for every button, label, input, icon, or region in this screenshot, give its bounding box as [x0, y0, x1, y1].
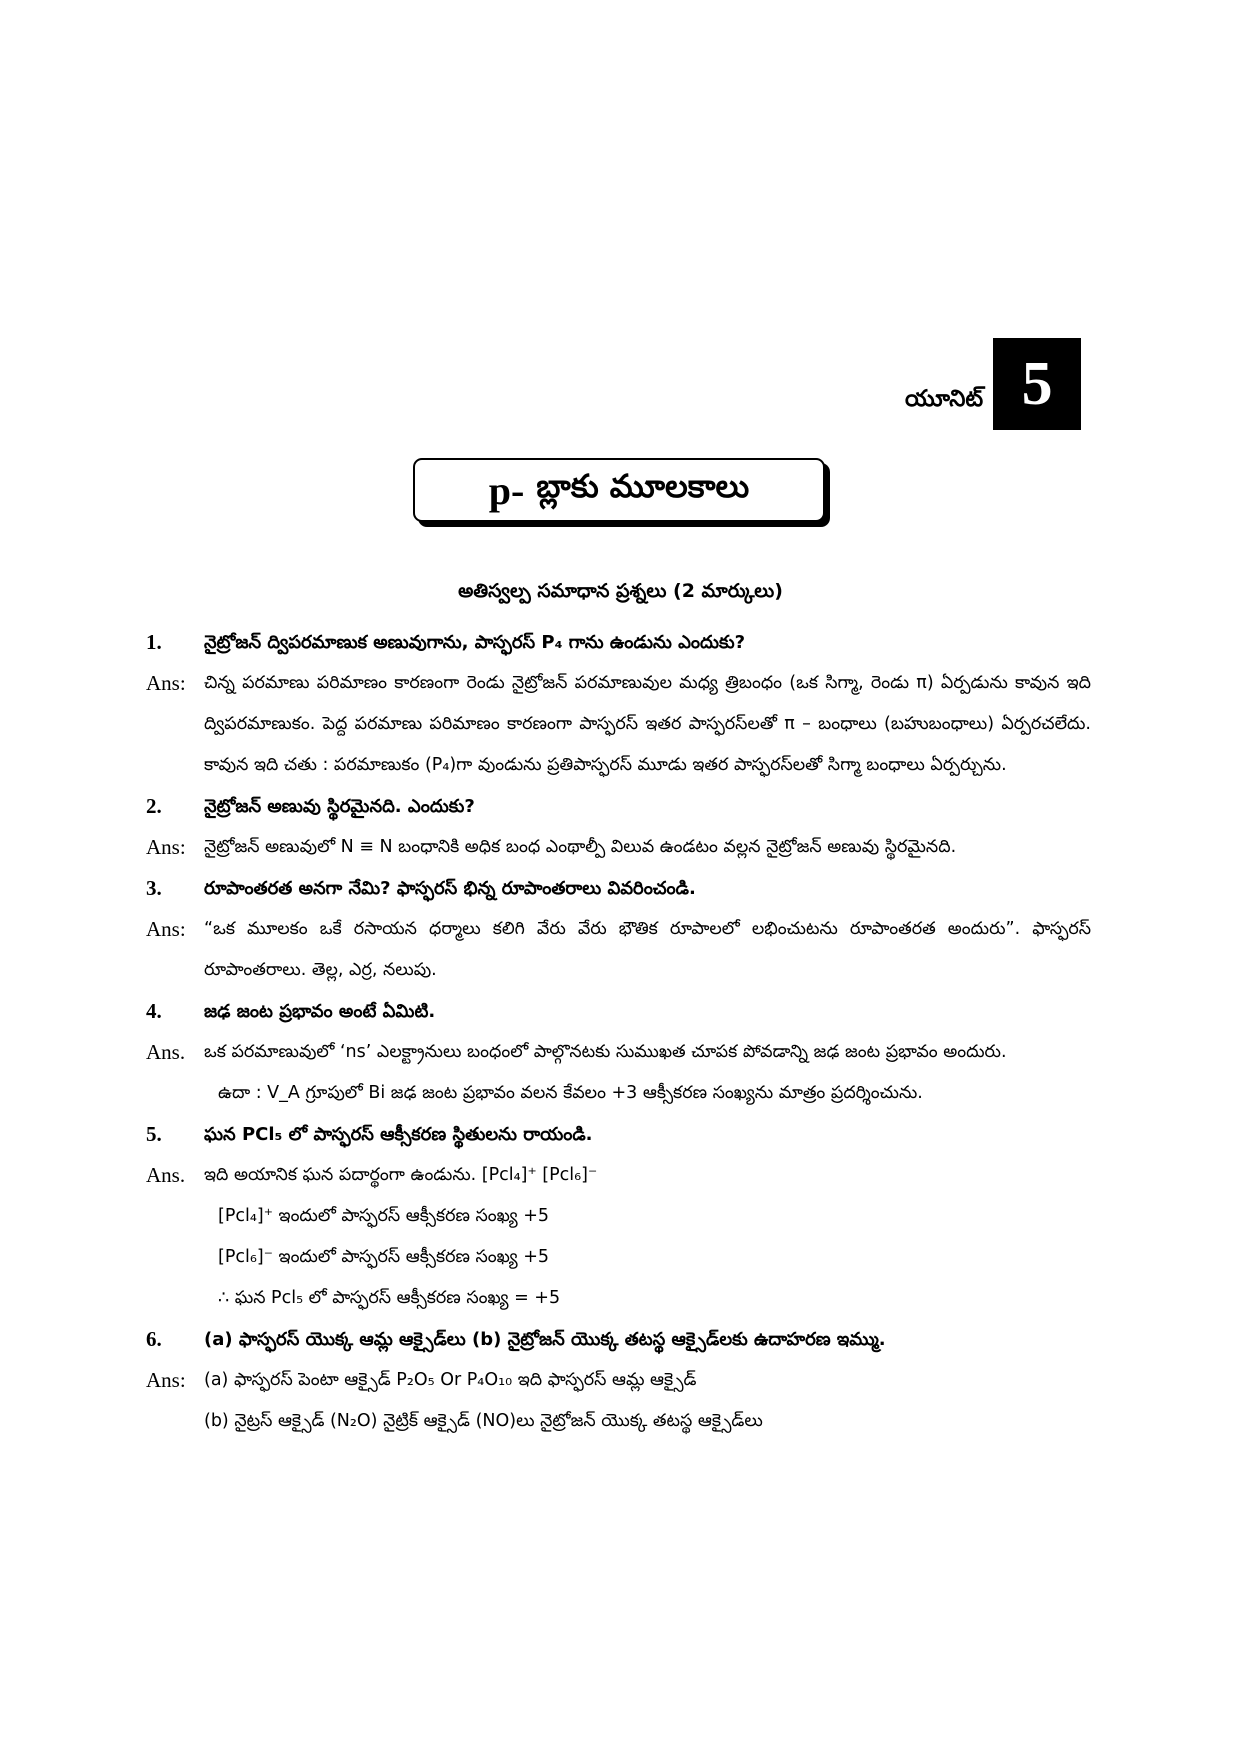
answer-text: నైట్రోజన్ అణువులో N ≡ N బంధానికి అధిక బంధ ఎంథాల్పీ విలువ ఉండటం వల్లన నైట్రోజన్ అణువు స్థిరమైనది. — [204, 837, 957, 857]
answer-label: Ans: — [146, 917, 186, 941]
question-number: 6. — [146, 1327, 162, 1351]
unit-number: 5 — [993, 338, 1081, 430]
answer-5-line-1: [Pcl₄]⁺ ఇందులో పాస్ఫరస్ ఆక్సీకరణ సంఖ్య +5 — [218, 1206, 550, 1226]
answer-6-line-1: (b) నైట్రస్ ఆక్సైడ్ (N₂O) నైట్రిక్ ఆక్సైడ్ (NO)లు నైట్రోజన్ యొక్క తటస్థ ఆక్సైడ్‌లు — [204, 1411, 763, 1431]
question-3 — [146, 868, 1091, 909]
answer-label: Ans: — [146, 1368, 186, 1392]
question-number: 2. — [146, 794, 162, 818]
question-list — [146, 622, 1091, 1442]
answer-5-line-2: [Pcl₆]⁻ ఇందులో పాస్ఫరస్ ఆక్సీకరణ సంఖ్య +5 — [218, 1247, 550, 1267]
question-text: నైట్రోజన్ అణువు స్థిరమైనది. ఎందుకు? — [204, 796, 475, 817]
question-number: 1. — [146, 630, 162, 654]
answer-4 — [146, 1032, 1091, 1073]
answer-text: ఒక పరమాణువులో ‘ns’ ఎలక్ట్రానులు బంధంలో పాల్గొనటకు సుముఖత చూపక పోవడాన్ని జఢ జంట ప్రభావం అందురు. — [204, 1042, 1007, 1062]
chapter-title-latin: p- — [488, 467, 525, 513]
answer-4-example: ఉదా : V_A గ్రూపులో Bi జఢ జంట ప్రభావం వలన కేవలం +3 ఆక్సీకరణ సంఖ్యను మాత్రం ప్రదర్శించును. — [218, 1083, 923, 1103]
answer-text: ఇది అయానిక ఘన పదార్థంగా ఉండును. [Pcl₄]⁺ [Pcl₆]⁻ — [204, 1165, 598, 1185]
section-heading: అతిస్వల్ప సమాధాన ప్రశ్నలు (2 మార్కులు) — [458, 580, 783, 602]
answer-5-line-3: ∴ ఘన Pcl₅ లో పాస్ఫరస్ ఆక్సీకరణ సంఖ్య = +5 — [218, 1288, 561, 1308]
unit-marker — [905, 338, 1081, 430]
answer-text: చిన్న పరమాణు పరిమాణం కారణంగా రెండు నైట్రోజన్ పరమాణువుల మధ్య త్రిబంధం (ఒక సిగ్మా, రెండు π) ఏర్పడును కావున ఇది ద్విపరమాణుకం. పెద్ద పరమాణు పరిమాణం కారణంగా పాస్ఫరస్ ఇతర పాస్ఫరస్‌లతో π – బంధాలు (బహుబంధాలు) ఏర్పరచలేదు. కావున ఇది చతు : పరమాణుకం (P₄)గా వుండును ప్రతిపాస్ఫరస్ మూడు ఇతర పాస్ఫరస్‌లతో సిగ్మా బంధాలు ఏర్పర్చును. — [204, 673, 1091, 775]
question-1 — [146, 622, 1091, 663]
question-number: 4. — [146, 999, 162, 1023]
question-text: (a) ఫాస్ఫరస్ యొక్క ఆమ్ల ఆక్సైడ్‌లు (b) నైట్రోజన్ యొక్క తటస్థ ఆక్సైడ్‌లకు ఉదాహరణ ఇమ్ము. — [204, 1329, 886, 1350]
answer-2 — [146, 827, 1091, 868]
answer-6 — [146, 1360, 1091, 1401]
question-5 — [146, 1114, 1091, 1155]
answer-text: (a) ఫాస్ఫరస్ పెంటా ఆక్సైడ్ P₂O₅ Or P₄O₁₀ ఇది ఫాస్ఫరస్ ఆమ్ల ఆక్సైడ్ — [204, 1370, 697, 1390]
chapter-title-telugu: బ్లాకు మూలకాలు — [536, 467, 750, 505]
answer-label: Ans: — [146, 835, 186, 859]
answer-3 — [146, 909, 1091, 991]
answer-1 — [146, 663, 1091, 786]
answer-5 — [146, 1155, 1091, 1196]
answer-label: Ans: — [146, 671, 186, 695]
question-6 — [146, 1319, 1091, 1360]
question-text: రూపాంతరత అనగా నేమి? ఫాస్ఫరస్ భిన్న రూపాంతరాలు వివరించండి. — [204, 878, 696, 899]
question-4 — [146, 991, 1091, 1032]
chapter-title — [413, 458, 825, 522]
question-2 — [146, 786, 1091, 827]
question-text: జఢ జంట ప్రభావం అంటే ఏమిటి. — [204, 1001, 436, 1022]
question-number: 3. — [146, 876, 162, 900]
answer-label: Ans. — [146, 1040, 186, 1064]
question-text: ఘన PCl₅ లో పాస్ఫరస్ ఆక్సీకరణ స్థితులను రాయండి. — [204, 1124, 593, 1145]
answer-label: Ans. — [146, 1163, 186, 1187]
question-number: 5. — [146, 1122, 162, 1146]
answer-text: “ఒక మూలకం ఒకే రసాయన ధర్మాలు కలిగి వేరు వేరు భౌతిక రూపాలలో లభించుటను రూపాంతరత అందురు”. ఫాస్ఫరస్ రూపాంతరాలు. తెల్ల, ఎర్ర, నలుపు. — [204, 919, 1091, 980]
question-text: నైట్రోజన్ ద్విపరమాణుక అణువుగాను, పాస్ఫరస్ P₄ గాను ఉండును ఎందుకు? — [204, 632, 746, 653]
unit-label: యూనిట్ — [905, 386, 984, 412]
